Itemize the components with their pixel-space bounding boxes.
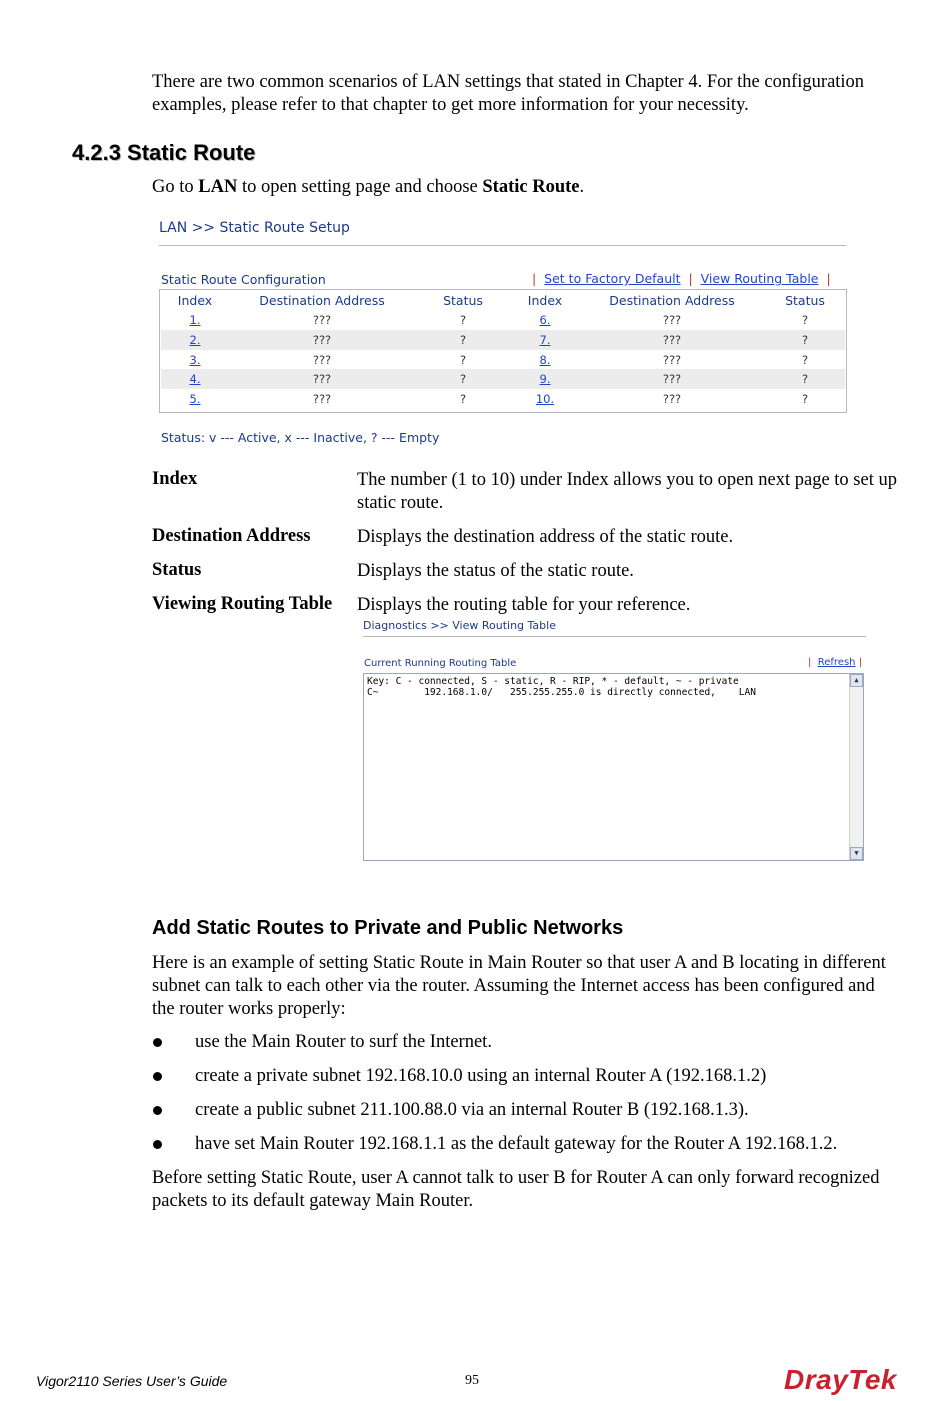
status-cell: ? xyxy=(459,313,467,328)
status-legend: Status: v --- Active, x --- Inactive, ? --- Empty xyxy=(161,430,440,445)
destination-cell: ??? xyxy=(312,352,332,367)
status-cell: ? xyxy=(801,391,809,406)
page-number: 95 xyxy=(465,1373,479,1388)
routing-key-line: Key: C - connected, S - static, R - RIP, * - default, ~ - private xyxy=(367,676,739,687)
sep-1: | xyxy=(532,271,537,286)
index-link[interactable]: 7. xyxy=(511,330,579,350)
index-link[interactable]: 4. xyxy=(161,369,229,389)
config-actions xyxy=(532,271,831,286)
draytek-logo: DrayTek xyxy=(784,1364,897,1395)
destination-cell: ??? xyxy=(312,313,332,328)
index-link[interactable]: 9. xyxy=(511,369,579,389)
index-link[interactable]: 3. xyxy=(189,352,201,367)
static-route-screenshot xyxy=(152,214,852,454)
def-desc-index: The number (1 to 10) under Index allows you to open next page to set up static route. xyxy=(357,470,897,513)
header-status: Status xyxy=(443,293,483,309)
header-destination: Destination Address xyxy=(259,293,385,309)
goto-instruction xyxy=(152,176,584,199)
bullet-dot xyxy=(153,1140,162,1149)
vertical-scrollbar[interactable] xyxy=(849,674,863,860)
table-header-row xyxy=(161,291,845,311)
status-cell: ? xyxy=(801,313,809,328)
routing-table-textarea[interactable] xyxy=(363,673,864,861)
static-breadcrumb: LAN >> Static Route Setup xyxy=(159,220,350,236)
scroll-down-icon[interactable]: ▼ xyxy=(850,847,863,860)
routing-title: Current Running Routing Table xyxy=(364,658,517,669)
bullet-item: create a public subnet 211.100.88.0 via an internal Router B (192.168.1.3). xyxy=(195,1100,749,1120)
breadcrumb-divider xyxy=(159,245,846,246)
goto-target: Static Route xyxy=(482,177,580,197)
index-link[interactable]: 6. xyxy=(539,313,551,328)
def-desc-status: Displays the status of the static route. xyxy=(357,561,634,581)
header-index: Index xyxy=(527,293,563,309)
header-status: Status xyxy=(785,293,825,309)
static-route-table-frame xyxy=(159,289,847,413)
destination-cell: ??? xyxy=(662,391,682,406)
bullet-dot xyxy=(153,1072,162,1081)
sep-left: | xyxy=(808,657,812,668)
status-cell: ? xyxy=(459,391,467,406)
sep-2: | xyxy=(688,271,693,286)
def-desc-routing: Displays the routing table for your reference. xyxy=(357,595,691,615)
status-cell: ? xyxy=(765,369,845,389)
status-cell: ? xyxy=(415,330,511,350)
footer-guide-title: Vigor2110 Series User’s Guide xyxy=(36,1373,228,1389)
routing-breadcrumb: Diagnostics >> View Routing Table xyxy=(363,619,556,632)
goto-lan: LAN xyxy=(198,177,238,197)
table-row xyxy=(161,330,845,350)
routing-actions xyxy=(808,657,862,668)
destination-cell: ??? xyxy=(662,313,682,328)
header-destination: Destination Address xyxy=(609,293,735,309)
index-link[interactable]: 2. xyxy=(161,330,229,350)
destination-cell: ??? xyxy=(662,352,682,367)
intro-paragraph: There are two common scenarios of LAN settings that stated in Chapter 4. For the configuration examples, please refer to that chapter to get more information for your necessity. xyxy=(152,72,865,115)
table-row xyxy=(161,389,845,409)
routing-breadcrumb-divider xyxy=(363,636,866,637)
index-link[interactable]: 5. xyxy=(189,391,201,406)
example-paragraph: Here is an example of setting Static Route in Main Router so that user A and B locating in different subnet can talk to each other via the router. Assuming the Internet access has been configured and the router works properly: xyxy=(152,953,886,1019)
def-term-destination: Destination Address xyxy=(152,526,311,546)
bullet-item: create a private subnet 192.168.10.0 using an internal Router A (192.168.1.2) xyxy=(195,1066,767,1086)
status-cell: ? xyxy=(415,369,511,389)
sep-3: | xyxy=(826,271,831,286)
destination-cell: ??? xyxy=(229,369,415,389)
goto-pre: Go to xyxy=(152,177,199,197)
bullet-dot xyxy=(153,1038,162,1047)
config-title: Static Route Configuration xyxy=(161,272,326,287)
def-desc-destination: Displays the destination address of the static route. xyxy=(357,527,734,547)
destination-cell: ??? xyxy=(312,391,332,406)
view-routing-table-link[interactable]: View Routing Table xyxy=(700,271,819,286)
factory-default-link[interactable]: Set to Factory Default xyxy=(544,271,681,286)
routing-entry-line: C~ 192.168.1.0/ 255.255.255.0 is directly connected, LAN xyxy=(367,687,756,698)
def-term-routing: Viewing Routing Table xyxy=(152,594,333,614)
routing-table-screenshot xyxy=(360,617,870,867)
bullet-item: use the Main Router to surf the Internet. xyxy=(195,1032,492,1052)
index-link[interactable]: 8. xyxy=(539,352,551,367)
subsection-heading: Add Static Routes to Private and Public Networks xyxy=(152,917,624,939)
status-cell: ? xyxy=(765,330,845,350)
table-row xyxy=(161,369,845,389)
bullet-dot xyxy=(153,1106,162,1115)
destination-cell: ??? xyxy=(579,330,765,350)
table-row xyxy=(161,350,845,370)
scroll-up-icon[interactable]: ▲ xyxy=(850,674,863,687)
status-cell: ? xyxy=(801,352,809,367)
status-cell: ? xyxy=(459,352,467,367)
goto-post: . xyxy=(579,177,585,197)
destination-cell: ??? xyxy=(579,369,765,389)
table-row xyxy=(161,311,845,331)
goto-mid: to open setting page and choose xyxy=(237,177,483,197)
destination-cell: ??? xyxy=(229,330,415,350)
index-link[interactable]: 10. xyxy=(535,391,555,406)
bullet-item: have set Main Router 192.168.1.1 as the default gateway for the Router A 192.168.1.2. xyxy=(195,1134,838,1154)
index-link[interactable]: 1. xyxy=(189,313,201,328)
header-index: Index xyxy=(177,293,213,309)
def-term-index: Index xyxy=(152,469,198,489)
section-heading: 4.2.3 Static Route xyxy=(72,140,256,165)
closing-paragraph: Before setting Static Route, user A cannot talk to user B for Router A can only forward recognized packets to its default gateway Main Router. xyxy=(152,1168,880,1211)
sep-right: | xyxy=(858,657,863,668)
refresh-link[interactable]: Refresh xyxy=(817,657,856,668)
def-term-status: Status xyxy=(152,560,202,580)
static-route-table xyxy=(161,291,845,409)
